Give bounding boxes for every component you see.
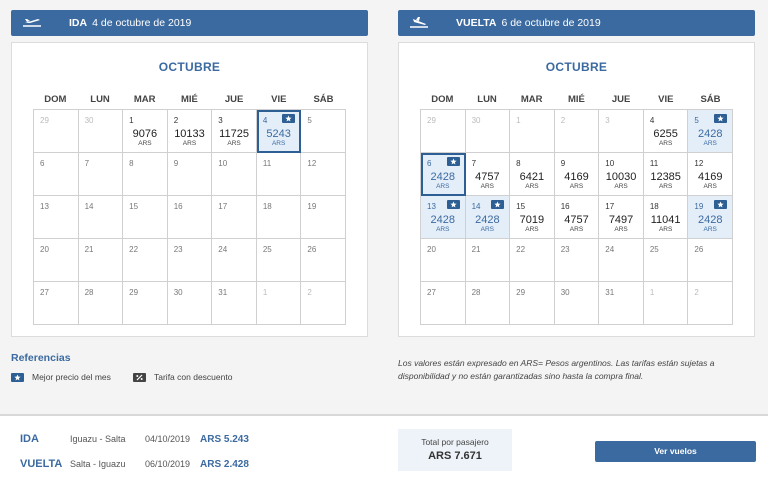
day-cell [123,196,168,239]
weekday-label: VIE [271,94,287,105]
best-price-star-icon [282,114,295,123]
day-number: 19 [694,202,704,211]
legend-discount-label: Tarifa con descuento [154,372,233,382]
day-cell[interactable] [510,153,555,196]
day-cell [212,239,257,282]
day-number: 2 [173,116,179,125]
day-currency: ARS [525,226,539,233]
day-cell [599,282,644,325]
day-cell [510,239,555,282]
day-cell [688,239,733,282]
day-price: 4757 [564,214,589,226]
weekday-label: JUE [611,94,631,105]
total-amount: ARS 7.671 [428,450,482,462]
summary-outbound-route: Iguazu - Salta [70,434,126,444]
day-cell[interactable] [555,153,600,196]
best-price-star-icon [714,114,727,123]
day-cell [212,282,257,325]
day-cell [257,196,302,239]
day-number: 29 [129,288,139,297]
outbound-calendar [11,42,368,337]
day-cell [466,110,511,153]
day-number: 27 [40,288,49,297]
day-cell [168,153,213,196]
day-cell [212,153,257,196]
day-currency: ARS [182,140,197,147]
day-number: 28 [84,288,94,297]
best-price-star-icon [491,200,504,209]
star-ticket-icon [11,373,24,382]
day-cell [123,153,168,196]
day-currency: ARS [436,183,450,190]
day-cell[interactable] [510,196,555,239]
day-cell [466,239,511,282]
day-cell [34,282,79,325]
day-currency: ARS [227,140,241,147]
day-cell [301,239,346,282]
day-cell[interactable] [257,110,302,153]
day-cell[interactable] [466,153,511,196]
outbound-label: IDA [69,17,88,29]
summary-outbound-row [20,433,249,445]
outbound-month-title: OCTUBRE [158,60,221,74]
day-cell[interactable] [466,196,511,239]
day-price: 10030 [605,171,637,183]
day-cell [168,239,213,282]
day-cell [168,196,213,239]
day-currency: ARS [703,226,717,233]
day-number: 26 [694,245,704,254]
best-price-star-icon [447,200,460,209]
day-number: 2 [307,288,312,297]
day-number: 10 [605,159,615,168]
day-cell [257,153,302,196]
weekday-label: MAR [133,94,156,105]
day-cell [421,239,466,282]
total-box [398,429,512,471]
legend-best-price-label: Mejor precio del mes [32,372,111,382]
day-price: 4169 [697,171,723,183]
day-cell[interactable] [644,196,689,239]
day-cell [257,239,302,282]
day-cell [34,196,79,239]
day-cell [257,282,302,325]
day-number: 22 [516,245,526,254]
return-date: 6 de octubre de 2019 [501,17,601,29]
day-number: 4 [262,116,268,125]
day-cell [168,282,213,325]
day-price: 2428 [697,128,723,140]
outbound-date: 4 de octubre de 2019 [92,17,192,29]
day-cell[interactable] [555,196,600,239]
day-number: 25 [649,245,659,254]
day-number: 30 [471,116,481,125]
day-cell [688,282,733,325]
day-number: 6 [40,159,45,168]
day-price: 4757 [475,171,500,183]
day-price: 2428 [430,214,456,226]
day-cell[interactable] [688,196,733,239]
day-price: 5243 [266,128,291,140]
day-number: 16 [173,202,183,211]
day-cell[interactable] [421,196,466,239]
total-label: Total por pasajero [421,437,489,447]
day-cell[interactable] [212,110,257,153]
day-currency: ARS [614,226,628,233]
day-number: 3 [605,116,610,125]
day-price: 12385 [650,171,681,183]
day-price: 2428 [697,214,723,226]
day-number: 24 [605,245,615,254]
view-flights-button[interactable]: Ver vuelos [595,441,756,462]
day-cell[interactable] [421,153,466,196]
day-number: 5 [694,116,699,125]
weekday-label: LUN [90,94,110,105]
day-cell [212,196,257,239]
day-number: 29 [516,288,526,297]
outbound-header-bar [11,10,368,36]
day-number: 24 [218,245,228,254]
day-currency: ARS [138,140,152,147]
weekday-label: DOM [44,94,67,105]
day-cell [510,110,555,153]
day-number: 19 [307,202,317,211]
summary-outbound-amount: ARS 5.243 [200,433,249,445]
day-number: 9 [173,159,179,168]
day-number: 31 [605,288,615,297]
legend [11,352,233,382]
day-number: 1 [649,288,655,297]
day-currency: ARS [658,226,673,233]
day-price: 2428 [430,171,456,183]
day-price: 6255 [653,128,678,140]
day-cell [644,239,689,282]
weekday-label: LUN [477,94,497,105]
day-cell[interactable] [599,153,644,196]
day-number: 31 [218,288,228,297]
day-number: 4 [649,116,655,125]
day-number: 15 [516,202,526,211]
day-price: 4169 [564,171,589,183]
summary-return-row [20,458,249,470]
day-number: 2 [560,116,566,125]
day-cell [79,110,124,153]
day-cell [301,153,346,196]
day-number: 21 [471,245,481,254]
day-cell [79,196,124,239]
day-number: 26 [307,245,317,254]
day-currency: ARS [436,226,450,233]
day-price: 10133 [174,128,205,140]
plane-arrival-icon [408,16,430,30]
day-number: 10 [218,159,228,168]
day-currency: ARS [658,140,673,147]
day-number: 15 [129,202,139,211]
day-price: 7497 [608,214,634,226]
day-cell [301,196,346,239]
day-number: 28 [471,288,481,297]
summary-return-label: VUELTA [20,458,63,470]
day-number: 17 [605,202,615,211]
best-price-star-icon [714,200,727,209]
day-cell [34,239,79,282]
summary-outbound-label: IDA [20,433,39,445]
day-cell [79,239,124,282]
day-number: 5 [307,116,312,125]
weekday-label: MIÉ [180,94,198,105]
day-number: 6 [427,159,432,168]
day-currency: ARS [569,183,584,190]
day-number: 18 [262,202,272,211]
day-cell [34,110,79,153]
day-cell [599,239,644,282]
day-number: 7 [471,159,477,168]
day-cell [79,282,124,325]
day-cell[interactable] [644,110,689,153]
day-number: 18 [649,202,659,211]
plane-departure-icon [21,16,43,30]
day-cell [301,282,346,325]
day-number: 23 [173,245,183,254]
day-cell[interactable] [168,110,213,153]
weekday-label: JUE [224,94,244,105]
day-currency: ARS [480,226,495,233]
day-number: 25 [262,245,272,254]
day-cell [555,239,600,282]
day-currency: ARS [480,183,495,190]
day-currency: ARS [703,140,717,147]
day-currency: ARS [271,140,286,147]
day-number: 7 [84,159,90,168]
day-currency: ARS [525,183,539,190]
return-weekday-header [420,94,733,105]
weekday-label: DOM [431,94,454,105]
day-currency: ARS [658,183,673,190]
day-number: 8 [516,159,521,168]
day-number: 20 [427,245,436,254]
legend-discount [133,372,232,382]
day-cell[interactable] [688,110,733,153]
day-number: 3 [218,116,223,125]
day-cell [510,282,555,325]
day-number: 11 [649,159,659,168]
day-number: 1 [516,116,521,125]
return-label: VUELTA [456,17,497,29]
outbound-day-grid [33,109,346,325]
weekday-label: SÁB [700,94,721,105]
day-number: 22 [129,245,139,254]
day-number: 2 [694,288,699,297]
outbound-column [11,10,368,337]
day-number: 20 [40,245,49,254]
day-price: 11041 [650,214,681,226]
day-price: 6421 [519,171,545,183]
day-cell [301,110,346,153]
weekday-label: VIE [658,94,674,105]
day-number: 17 [218,202,228,211]
day-number: 29 [427,116,436,125]
summary-return-route: Salta - Iguazu [70,459,126,469]
return-month-title: OCTUBRE [545,60,608,74]
weekday-label: SÁB [313,94,334,105]
day-number: 1 [262,288,268,297]
day-number: 29 [40,116,49,125]
day-number: 8 [129,159,134,168]
day-price: 7019 [519,214,545,226]
day-number: 1 [129,116,134,125]
day-number: 30 [560,288,570,297]
return-column [398,10,755,337]
day-cell [123,282,168,325]
day-number: 30 [173,288,183,297]
weekday-label: MAR [520,94,543,105]
day-cell [34,153,79,196]
summary-footer [0,414,768,477]
day-cell [466,282,511,325]
day-number: 16 [560,202,570,211]
day-number: 14 [84,202,94,211]
return-header-bar [398,10,755,36]
summary-return-amount: ARS 2.428 [200,458,249,470]
summary-return-date: 06/10/2019 [145,459,191,469]
legend-title: Referencias [11,352,71,364]
legend-best-price [11,372,111,382]
day-number: 14 [471,202,481,211]
day-currency: ARS [703,183,717,190]
day-price: 9076 [132,128,158,140]
day-cell [123,239,168,282]
discount-ticket-icon [133,373,146,382]
return-calendar [398,42,755,337]
day-cell [599,110,644,153]
return-day-grid [420,109,733,325]
day-number: 9 [560,159,566,168]
day-cell[interactable] [123,110,168,153]
day-price: 11725 [219,128,249,140]
summary-outbound-date: 04/10/2019 [145,434,191,444]
day-cell [421,110,466,153]
day-cell[interactable] [599,196,644,239]
day-number: 13 [40,202,49,211]
day-cell [644,282,689,325]
day-cell [555,110,600,153]
day-number: 12 [307,159,317,168]
day-cell [555,282,600,325]
currency-disclaimer: Los valores están expresado en ARS= Pesos argentinos. Las tarifas están sujetas a disponibilidad y no están garantizadas sino hasta la compra final. [398,358,715,381]
day-cell[interactable] [644,153,689,196]
day-cell [421,282,466,325]
day-number: 21 [84,245,94,254]
day-number: 11 [262,159,272,168]
day-currency: ARS [614,183,628,190]
day-number: 12 [694,159,704,168]
day-number: 13 [427,202,436,211]
outbound-weekday-header [33,94,346,105]
day-cell[interactable] [688,153,733,196]
day-currency: ARS [569,226,584,233]
day-number: 27 [427,288,436,297]
day-number: 23 [560,245,570,254]
day-number: 30 [84,116,94,125]
day-price: 2428 [475,214,500,226]
day-cell [79,153,124,196]
weekday-label: MIÉ [567,94,585,105]
best-price-star-icon [447,157,460,166]
